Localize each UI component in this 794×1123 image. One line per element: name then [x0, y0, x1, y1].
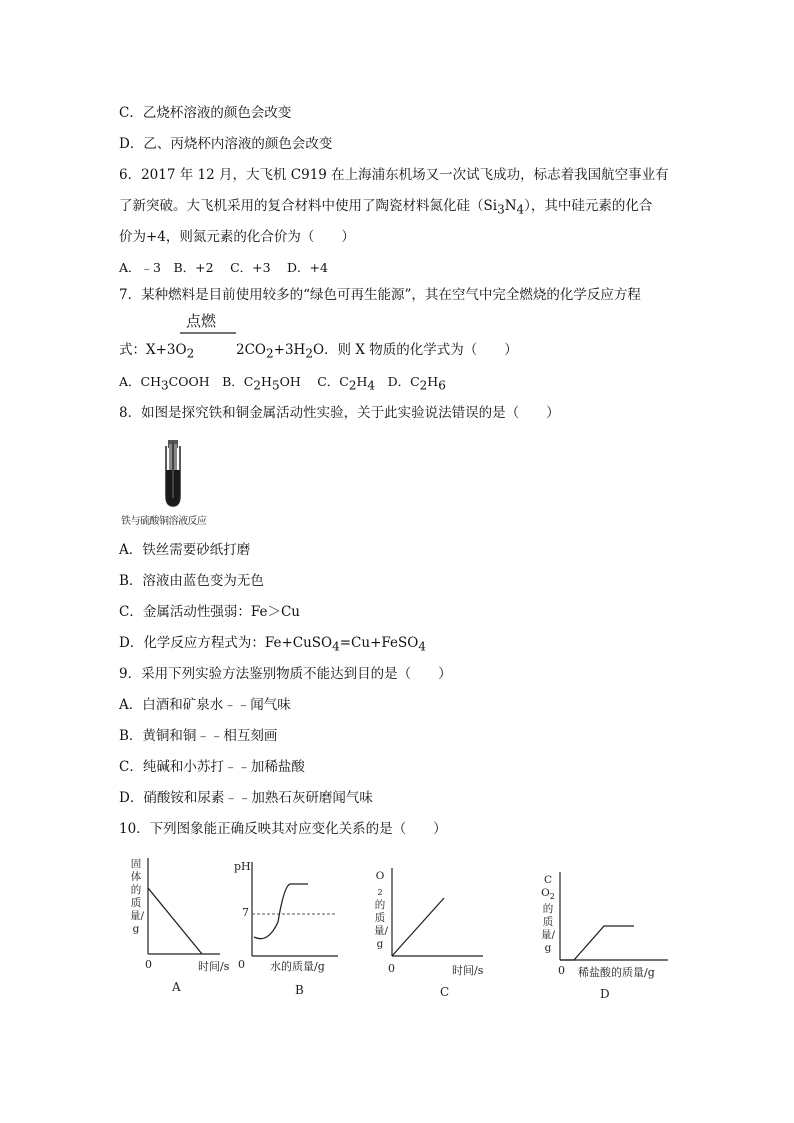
graph-a-y-label: 固体的质量/g	[130, 858, 145, 935]
q6-options: A．﹣3 B．+2 C．+3 D．+4	[119, 260, 328, 275]
graph-b-ref-label: 7	[242, 906, 249, 919]
q7-equation-left: 式：$X+3O_2$	[119, 342, 195, 361]
q5-option-c: C．乙烧杯溶液的颜色会改变	[119, 105, 292, 121]
graph-c	[388, 868, 483, 968]
test-tube-caption: 铁与硫酸铜溶液反应	[121, 516, 207, 527]
q7-reaction-condition: 点燃	[186, 312, 217, 330]
graph-c-letter: C	[440, 985, 450, 999]
graph-b-y-label: pH	[234, 860, 251, 873]
q10-stem: 10．下列图象能正确反映其对应变化关系的是（ ）	[119, 821, 447, 837]
q9-stem: 9．采用下列实验方法鉴别物质不能达到目的是（ ）	[119, 666, 452, 682]
q8-option-d: D．化学反应方程式为：Fe+CuSO$_4$=Cu+FeSO$_4$	[119, 635, 426, 654]
q6-stem-line2: 了新突破。大飞机采用的复合材料中使用了陶瓷材料氮化硅$(Si_3N_4)$，其中硅元素的化合	[119, 198, 653, 217]
graph-b-letter: B	[295, 983, 304, 997]
graph-c-y-label: $O_2$的质量/g	[374, 870, 389, 951]
q9-option-c: C．纯碱和小苏打﹣﹣加稀盐酸	[119, 759, 305, 775]
graph-b	[248, 862, 338, 962]
graph-a-letter: A	[172, 980, 181, 994]
q5-option-d: D．乙、丙烧杯内溶液的颜色会改变	[119, 136, 333, 152]
q6-stem-line3: 价为+4，则氮元素的化合价为（ ）	[119, 229, 355, 245]
graph-d-y-label: $CO_2$的质量/g	[540, 874, 556, 955]
q8-option-b: B．溶液由蓝色变为无色	[119, 573, 264, 589]
q9-option-d: D．硝酸铵和尿素﹣﹣加熟石灰研磨闻气味	[119, 790, 373, 806]
graph-c-x-label: 时间/s	[452, 964, 484, 977]
graph-d-x-label: 稀盐酸的质量/g	[578, 966, 655, 979]
q8-option-c: C．金属活动性强弱：Fe＞Cu	[119, 604, 300, 620]
graph-b-x-label: 水的质量/g	[270, 960, 325, 973]
graph-b-origin: 0	[238, 958, 245, 971]
graph-d-origin: 0	[558, 964, 565, 977]
q8-stem: 8．如图是探究铁和铜金属活动性实验，关于此实验说法错误的是（ ）	[119, 405, 560, 421]
graph-c-origin: 0	[388, 962, 395, 975]
graph-d-letter: D	[600, 987, 610, 1001]
graph-d	[556, 872, 668, 972]
q7-equation-right: $2CO_2+3H_2O$．则 X 物质的化学式为（ ）	[236, 342, 518, 361]
q7-options: A．$CH_3COOH$ B．$C_2H_5OH$ C．$C_2H_4$ D．$C_2H_6$	[119, 374, 446, 393]
q7-reaction-arrow-line	[180, 332, 236, 336]
graph-a-origin: 0	[145, 958, 152, 971]
q6-stem-line1: 6．2017 年 12 月，大飞机 C919 在上海浦东机场又一次试飞成功，标志着我国航空事业有	[119, 167, 669, 183]
test-tube-figure	[160, 438, 188, 510]
q8-option-a: A．铁丝需要砂纸打磨	[119, 542, 251, 558]
graph-a-x-label: 时间/s	[198, 960, 230, 973]
q7-stem-line1: 7．某种燃料是目前使用较多的“绿色可再生能源”，其在空气中完全燃烧的化学反应方程	[119, 287, 641, 303]
q9-option-a: A．白酒和矿泉水﹣﹣闻气味	[119, 697, 291, 713]
q9-option-b: B．黄铜和铜﹣﹣相互刻画	[119, 728, 278, 744]
graph-a	[140, 858, 220, 968]
